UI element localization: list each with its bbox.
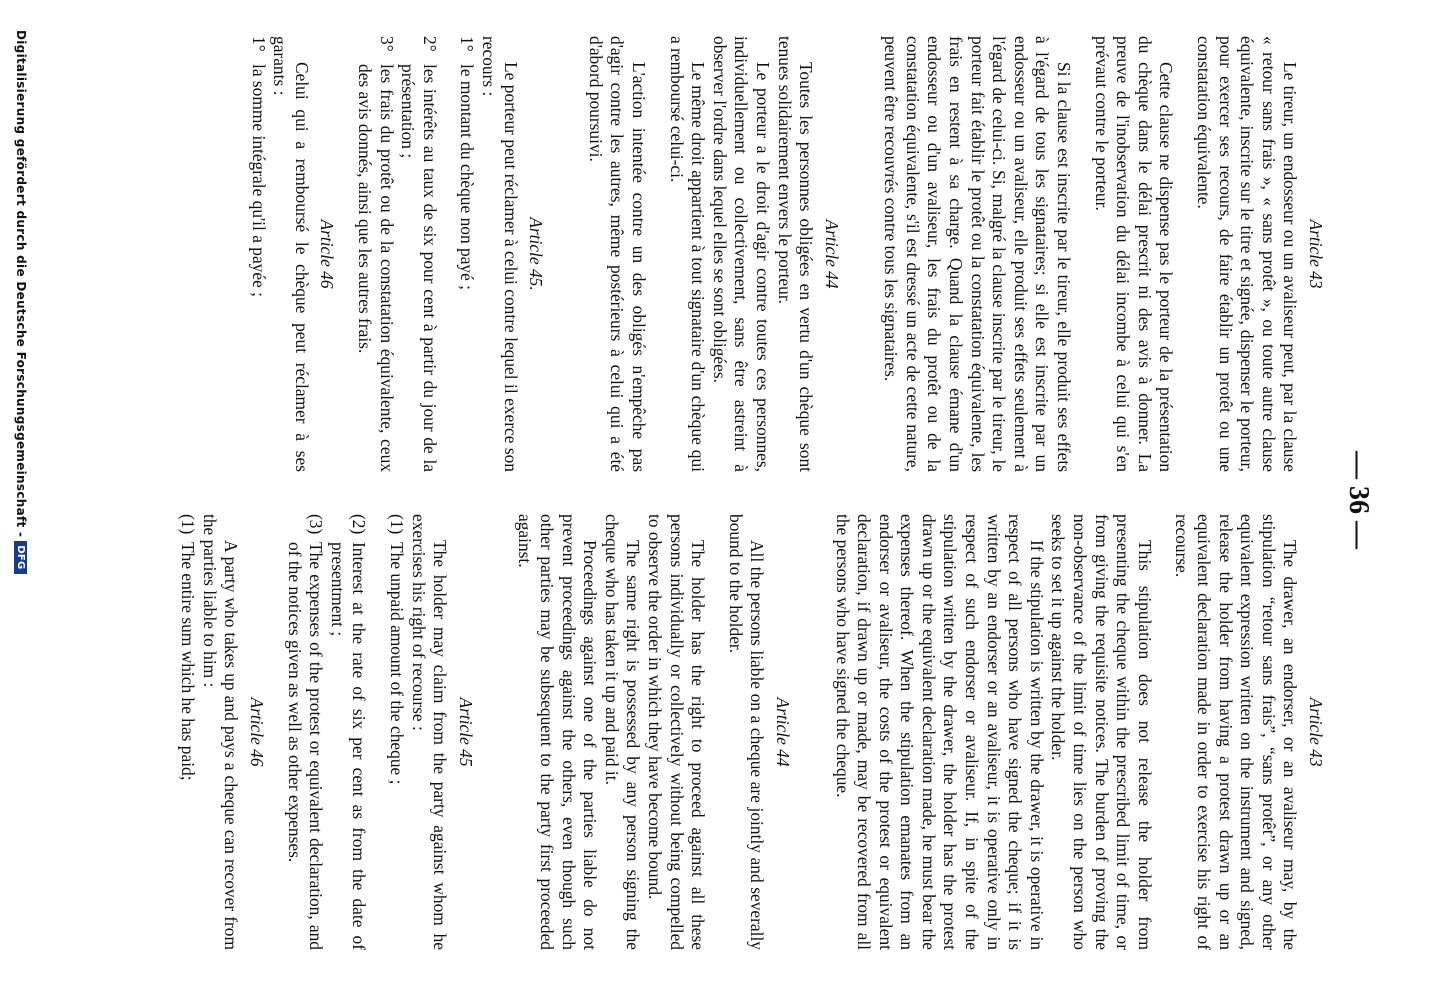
en-article-46-heading: Article 46 [247,697,268,767]
dfg-logo: DFG [14,541,27,573]
fr-art45-intro: Le porteur peut réclamer à celui contre lequel il exerce son recours : [479,36,521,472]
french-column [247,36,1326,472]
fr-art44-paragraph: Le même droit appartient à tout signataire d'un chèque qui a remboursé celui-ci. [666,36,709,472]
en-article-43-heading: Article 43 [1306,697,1326,767]
fr-art46-list [247,36,269,472]
en-art46-list [177,514,199,950]
en-art44-paragraph: The same right is possessed by any person signing the cheque who has taken it up and paid it. [601,514,644,950]
fr-art43-paragraph: Si la clause est inscrite par le tireur, elle produit ses effets à l'égard de tous les signataires; si elle est inscrite par un endosseur ou un avaliseur, elle produit ses effets seulement à l'égard de celui-ci. Si, malgré la clause inscrite par le tireur, le porteur fait établir le protêt ou la constatation équivalente, les frais en restent à sa charge. Quand la clause émane d'un endosseur ou d'un avaliseur, les frais du protêt ou de la constatation équivalente, s'il est dressé un acte de cette nature, peuvent être recouvrés contre tous les signataires. [881,36,1075,472]
fr-art44-paragraph: Le porteur a le droit d'agir contre toutes ces personnes, individuellement ou collectivement, sans être astreint à observer l'ordre dans lequel elles se sont obligées. [709,36,773,472]
fr-art43-paragraph: Cette clause ne dispense pas le porteur de la présentation du chèque dans le délai prescrit ni des avis à donner. La preuve de l'inobservation du délai incombe à celui qui s'en prévaut contre le porteur. [1091,36,1177,472]
fr-art43-paragraph: Le tireur, un endosseur ou un avaliseur peut, par la clause « retour sans frais », « sans protêt », ou toute autre clause équivalente, inscrite sur le titre et signée, dispenser le porteur, pour exercer ses recours, de faire établir un protêt ou une constatation équivalente. [1194,36,1301,472]
fr-art44-paragraph: L'action intentée contre un des obligés n'empêche pas d'agir contre les autres, même postérieurs à celui qui a été d'abord poursuivi. [585,36,649,472]
list-item: 3°les frais du protêt ou de la constatation équivalente, ceux des avis donnés, ainsi que les autres frais. [355,36,397,472]
list-item: 1°le montant du chèque non payé ; [457,36,478,291]
page-number: — 36 — [1343,451,1374,549]
english-column [177,514,1326,950]
en-art44-paragraph: All the persons liable on a cheque are jointly and severally bound to the holder. [725,514,768,950]
en-article-44-heading: Article 44 [772,697,793,767]
en-art43-paragraph: This stipulation does not release the holder from presenting the cheque within the prescribed limit of time, or from giving the requisite notices. The burden of proving the non-observance of the limit of time lies on the person who seeks to set it up against the holder. [1048,514,1155,950]
list-item: (3)The expenses of the protest or equivalent declaration, and of the notices given as well as other expenses. [284,514,327,950]
en-art44-paragraph: The holder has the right to proceed against all these persons individually or collectively without being compelled to observe the order in which they have become bound. [644,514,709,950]
en-article-45-heading: Article 45 [455,697,476,767]
en-art43-paragraph: If the stipulation is written by the drawer, it is operative in respect of all persons who have signed the cheque; if it is written by an endorser or an avaliseur, it is operative only in respect of such endorser or avaliseur. If, in spite of the stipulation written by the drawer, the holder has the protest drawn up or the equivalent declaration made, he must bear the expenses thereof. When the stipulation emanates from an endorser or avaliseur, the costs of the protest or equivalent declaration, if drawn up or made, may be recovered from all the persons who have signed the cheque. [832,514,1047,950]
fr-art46-intro: Celui qui a remboursé le chèque peut réclamer à ses garants : [270,36,312,472]
list-item: (1)The unpaid amount of the cheque ; [387,514,408,785]
en-art45-intro: The holder may claim from the party against whom he exercises his right of recourse : [408,514,451,950]
en-art46-intro: A party who takes up and pays a cheque can recover from the parties liable to him : [199,514,242,950]
fr-article-46-heading: Article 46 [317,219,338,289]
list-item: 1°la somme intégrale qu'il a payée ; [248,36,269,297]
list-item: (2)Interest at the rate of six per cent as from the date of presentment ; [327,514,370,950]
credit-text: Digitalisierung gefördert durch die Deutsche Forschungsgemeinschaft - [14,30,28,538]
fr-article-43-heading: Article 43 [1306,219,1326,289]
fr-article-45-heading: Article 45. [526,217,547,291]
fr-art44-paragraph: Toutes les personnes obligées en vertu d'un chèque sont tenues solidairement envers le porteur. [774,36,817,472]
list-item: (1)The entire sum which he has paid; [178,514,199,781]
digitization-credit [0,30,28,970]
en-art44-paragraph: Proceedings against one of the parties liable do not prevent proceedings against the others, even though such other parties may be subsequent to the party first proceeded against. [515,514,601,950]
list-item: 2°les intérêts au taux de six pour cent à partir du jour de la présentation ; [398,36,440,472]
en-art45-list [283,514,407,950]
fr-article-44-heading: Article 44 [821,219,842,289]
en-art43-paragraph: The drawer, an endorser, or an avaliseur may, by the stipulation “retour sans frais”, “sans protêt”, or any other equivalent expression written on the instrument and signed, release the holder from having a protest drawn up or an equivalent declaration made in order to exercise his right of recourse. [1172,514,1301,950]
fr-art45-list [353,36,477,472]
